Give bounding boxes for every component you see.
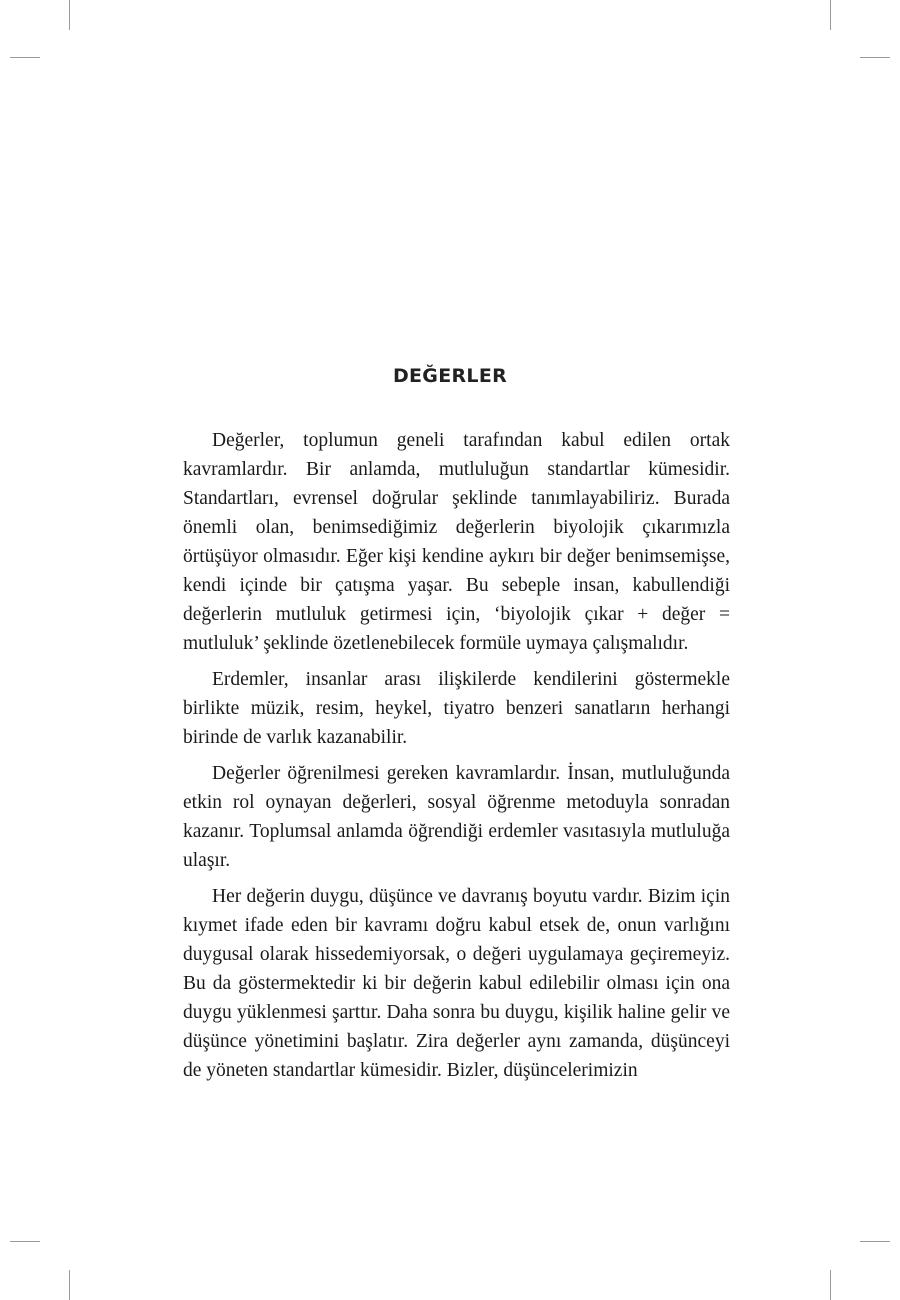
- crop-mark-top-left: [69, 0, 70, 30]
- crop-mark-left-bottom: [10, 1241, 40, 1242]
- paragraph: Erdemler, insanlar arası ilişkilerde kendilerini göstermekle birlikte müzik, resim, heykel, tiyatro benzeri sanatların herhangi birinde de varlık kazanabilir.: [183, 669, 730, 748]
- crop-mark-left-top: [10, 57, 40, 58]
- paragraph: Değerler, toplumun geneli tarafından kabul edilen ortak kavramlardır. Bir anlamda, mutluluğun standartlar kümesidir. Standartları, evrensel doğrular şeklinde tanımlayabiliriz. Burada önemli olan, benimsediğimiz değerlerin biyolojik çıkarımızla örtüşüyor olmasıdır. Eğer kişi kendine aykırı bir değer benimsemişse, kendi içinde bir çatışma yaşar. Bu sebeple insan, kabullendiği değerlerin mutluluk getirmesi için, ‘biyolojik çıkar + değer = mutluluk’ şeklinde özetlenebilecek formüle uymaya çalışmalıdır.: [183, 430, 730, 654]
- crop-mark-top-right: [830, 0, 831, 30]
- crop-mark-bottom-right: [830, 1270, 831, 1300]
- crop-mark-right-top: [860, 57, 890, 58]
- crop-mark-bottom-left: [69, 1270, 70, 1300]
- page-title: DEĞERLER: [392, 365, 508, 387]
- crop-mark-right-bottom: [860, 1241, 890, 1242]
- paragraph: Değerler öğrenilmesi gereken kavramlardır. İnsan, mutluluğunda etkin rol oynayan değerleri, sosyal öğrenme metoduyla sonradan kazanır. Toplumsal anlamda öğrendiği erdemler vasıtasıyla mutluluğa ulaşır.: [183, 763, 730, 871]
- body-text: [183, 426, 730, 1092]
- paragraph: Her değerin duygu, düşünce ve davranış boyutu vardır. Bizim için kıymet ifade eden bir kavramı doğru kabul etsek de, onun varlığını duygusal olarak hissedemiyorsak, o değeri uygulamaya geçiremeyiz. Bu da göstermektedir ki bir değerin kabul edilebilir olması için ona duygu yüklenmesi şarttır. Daha sonra bu duygu, kişilik haline gelir ve düşünce yönetimini başlatır. Zira değerler aynı zamanda, düşünceyi de yöneten standartlar kümesidir. Bizler, düşüncelerimizin: [183, 886, 730, 1081]
